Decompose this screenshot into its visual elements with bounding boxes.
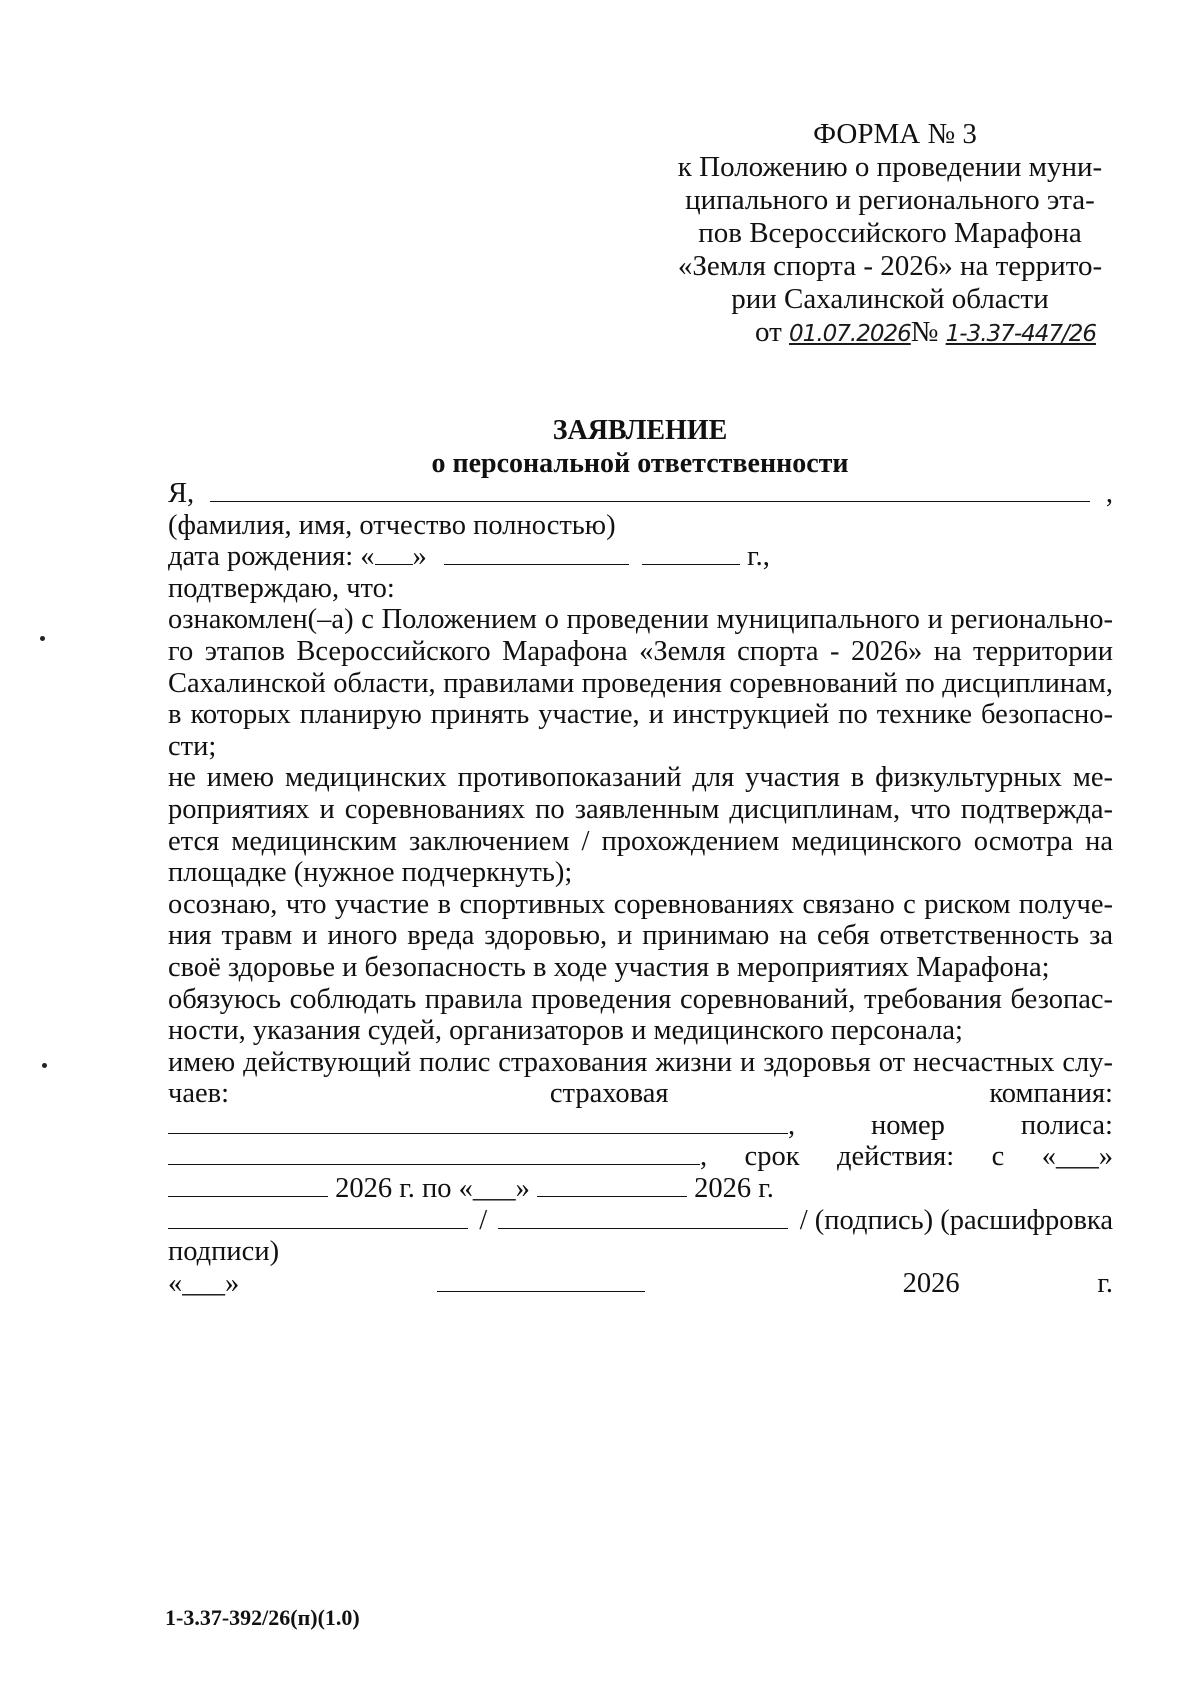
paragraph-line: Сахалинской области, правилами проведения соревнований по дисциплинам, [168,667,1113,699]
term-dates-line [168,1173,1113,1205]
handwritten-date: 01.07.2026 [789,321,911,347]
name-line [168,478,1113,510]
scan-speck [42,1063,47,1068]
paragraph-line: сти; [168,730,217,762]
policy-line [168,1110,1113,1142]
insurance-line [168,1078,1113,1110]
confirm-line: подтверждаю, что: [168,572,395,604]
year-blank [642,542,740,565]
word: номер [871,1109,945,1141]
date-year: 2026 [902,1267,960,1299]
word: чаев: [168,1078,230,1110]
statement-body [168,478,1113,1299]
slash: / [479,1204,488,1236]
signature-line [168,1205,1113,1237]
date-g: г. [1097,1267,1113,1299]
comma: , [1105,478,1113,509]
scan-speck [40,636,45,641]
month-blank [444,542,629,565]
birth-prefix: дата рождения: « [168,541,375,573]
start-date-blank [168,1174,328,1197]
paragraph-line: имею действующий полис страхования жизни и здоровья от несчастных слу- [168,1046,1113,1078]
from-prefix: от [755,316,782,348]
paragraph-line: ния травм и иного вреда здоровью, и принимаю на себя ответственность за [168,920,1113,952]
paragraph-line: обязуюсь соблюдать правила проведения соревнований, требования безопас- [168,983,1113,1015]
signature-label: / (подпись) (расшифровка [799,1204,1113,1236]
word: «___» [1041,1141,1113,1173]
signature-blank [168,1206,468,1229]
document-title: ЗАЯВЛЕНИЕ [552,415,728,446]
form-header [660,118,1120,351]
word: полиса: [1020,1109,1113,1141]
paragraph-line: в которых планирую принять участие, и инструкцией по технике безопасно- [168,699,1113,731]
date-month-blank [437,1269,645,1292]
word: компания: [989,1078,1113,1110]
word: страховая [549,1078,669,1110]
number-prefix: № [910,316,939,348]
handwritten-number: 1-3.37-447/26 [945,321,1097,347]
paragraph-line: своё здоровье и безопасность в ходе участия в мероприятиях Марафона; [168,951,1050,983]
fio-blank [210,479,1090,502]
order-reference [660,316,1120,351]
word: действия: [836,1141,955,1173]
term-text: 2026 г. по «___» [335,1173,530,1205]
document-code: 1-3.37-392/26(п)(1.0) [165,1605,360,1630]
document-subtitle: о персональной ответственности [431,448,849,479]
paragraph-line: го этапов Всероссийского Марафона «Земля спорта - 2026» на территории [168,635,1113,667]
policy-number-blank [168,1142,700,1165]
birth-date-line [168,541,1113,573]
date-day: «___» [168,1267,240,1299]
header-line: к Положению о проведении муни- [677,151,1103,183]
header-line: ципального и регионального эта- [685,184,1095,216]
day-blank [375,542,413,565]
form-number: ФОРМА № 3 [813,118,977,150]
paragraph-line: ется медицинским заключением / прохождением медицинского осмотра на [168,825,1113,857]
word: с [991,1141,1005,1173]
end-date-blank [537,1174,687,1197]
term-year: 2026 г. [694,1173,774,1205]
fio-hint: (фамилия, имя, отчество полностью) [168,509,616,541]
date-line [168,1268,1113,1300]
header-line: «Земля спорта - 2026» на террито- [677,250,1103,282]
birth-quote-close: » [412,541,427,573]
term-line [168,1141,1113,1173]
paragraph-line: осознаю, что участие в спортивных соревнованиях связано с риском получе- [168,888,1113,920]
paragraph-line: не имею медицинских противопоказаний для участия в физкультурных ме- [168,762,1113,794]
insurer-field: , [168,1110,795,1142]
signature-decode-blank [498,1206,788,1229]
paragraph-line: ности, указания судей, организаторов и медицинского персонала; [168,1015,963,1047]
insurer-blank [168,1111,788,1134]
word: срок [744,1141,800,1173]
paragraph-line: площадке (нужное подчеркнуть); [168,857,573,889]
paragraph-line: ознакомлен(–а) с Положением о проведении муниципального и регионально- [168,604,1113,636]
pronoun-ya: Я, [168,478,195,509]
header-line: рии Сахалинской области [731,283,1049,315]
signature-label-cont: подписи) [168,1236,280,1268]
policy-number-field: , [168,1141,707,1173]
paragraph-line: роприятиях и соревнованиях по заявленным дисциплинам, что подтвержда- [168,793,1113,825]
year-suffix: г., [747,541,770,573]
header-line: пов Всероссийского Марафона [698,217,1082,249]
